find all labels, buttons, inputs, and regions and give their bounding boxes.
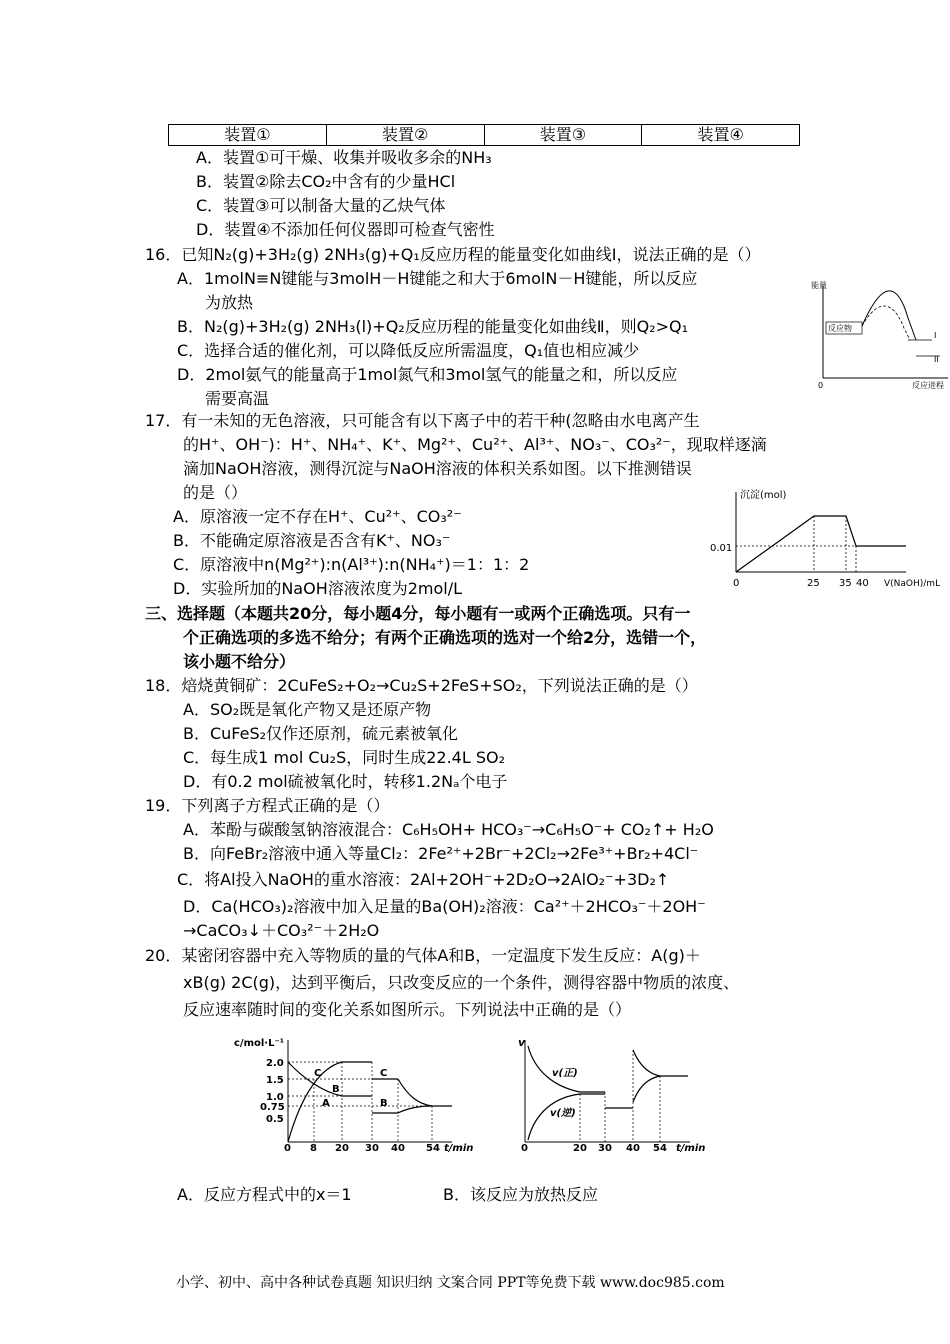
q16-option-c: C．选择合适的催化剂，可以降低反应所需温度，Q₁值也相应减少: [177, 341, 640, 360]
q17-line-2: 的H⁺、OH⁻)：H⁺、NH₄⁺、K⁺、Mg²⁺、Cu²⁺、Al³⁺、NO₃⁻、CO₃²⁻，现取样逐滴: [183, 435, 767, 454]
q18-option-a: A．SO₂既是氧化产物又是还原产物: [183, 700, 432, 719]
q17-line-3: 滴加NaOH溶液，测得沉淀与NaOH溶液的体积关系如图。以下推测错误: [183, 459, 692, 478]
energy-curve-2: II: [934, 355, 939, 364]
energy-origin: 0: [818, 381, 824, 390]
rate-reverse-label: v(逆): [550, 1108, 576, 1119]
q18-option-d: D．有0.2 mol硫被氧化时，转移1.2Nₐ个电子: [183, 772, 508, 791]
energy-curve-1: I: [934, 331, 937, 340]
q17-option-a: A．原溶液一定不存在H⁺、Cu²⁺、CO₃²⁻: [173, 507, 462, 526]
device-cell: 装置①: [169, 125, 327, 146]
q20-line-1: 20．某密闭容器中充入等物质的量的气体A和B，一定温度下发生反应：A(g)＋: [145, 946, 701, 965]
rate-x-label: t/min: [676, 1143, 706, 1154]
precipitate-chart: [706, 484, 950, 596]
concentration-x-tick: 8: [310, 1143, 317, 1154]
concentration-series-label: C: [314, 1068, 322, 1079]
concentration-series-label: B: [380, 1098, 388, 1109]
concentration-x-tick: 20: [335, 1143, 349, 1154]
section3-line-3: 该小题不给分）: [183, 652, 296, 671]
q16-option-d-cont: 需要高温: [205, 389, 270, 408]
q19-option-c: C．将Al投入NaOH的重水溶液：2Al+2OH⁻+2D₂O→2AlO₂⁻+3D₂↑: [177, 870, 670, 889]
device-cell: 装置④: [642, 125, 800, 146]
q16-stem: 16．已知N₂(g)+3H₂(g) 2NH₃(g)+Q₁反应历程的能量变化如曲线I，说法正确的是（）: [145, 245, 761, 264]
device-table: [168, 124, 800, 146]
rate-x-tick: 30: [598, 1143, 612, 1154]
concentration-series-label: A: [322, 1098, 330, 1109]
q19-stem: 19．下列离子方程式正确的是（）: [145, 796, 390, 815]
q19-option-b: B．向FeBr₂溶液中通入等量Cl₂：2Fe²⁺+2Br⁻+2Cl₂→2Fe³⁺+Br₂+4Cl⁻: [183, 844, 699, 863]
concentration-y-tick: 2.0: [266, 1058, 284, 1069]
concentration-x-tick: 40: [391, 1143, 405, 1154]
rate-x-tick: 40: [626, 1143, 640, 1154]
q15-option-d: D．装置④不添加任何仪器即可检查气密性: [196, 220, 495, 239]
rate-chart: [510, 1032, 720, 1154]
q20-line-2: xB(g) 2C(g)，达到平衡后，只改变反应的一个条件，测得容器中物质的浓度、: [183, 973, 740, 992]
concentration-x-tick: 54: [426, 1143, 440, 1154]
concentration-series-label: C: [380, 1068, 388, 1079]
q19-option-a: A．苯酚与碳酸氢钠溶液混合：C₆H₅OH+ HCO₃⁻→C₆H₅O⁻+ CO₂↑+ H₂O: [183, 820, 714, 839]
rate-x-tick: 54: [653, 1143, 667, 1154]
q16-option-b: B．N₂(g)+3H₂(g) 2NH₃(l)+Q₂反应历程的能量变化如曲线Ⅱ，则Q₂>Q₁: [177, 317, 688, 336]
precipitate-y-tick: 0.01: [710, 543, 733, 554]
precipitate-x-tick: 25: [807, 578, 820, 589]
q15-option-a: A．装置①可干燥、收集并吸收多余的NH₃: [196, 148, 492, 167]
energy-box-label: 反应物: [828, 324, 852, 333]
concentration-x-tick: 0: [284, 1143, 291, 1154]
q16-option-a: A．1molN≡N键能与3molH－H键能之和大于6molN－H键能，所以反应: [177, 269, 698, 288]
rate-x-tick: 0: [521, 1143, 528, 1154]
q17-line-1: 17．有一未知的无色溶液，只可能含有以下离子中的若干种(忽略由水电离产生: [145, 411, 700, 430]
device-cell: 装置②: [326, 125, 484, 146]
concentration-y-tick: 1.0: [266, 1092, 284, 1103]
concentration-x-tick: 30: [365, 1143, 379, 1154]
q15-option-b: B．装置②除去CO₂中含有的少量HCl: [196, 172, 456, 191]
q18-option-c: C．每生成1 mol Cu₂S，同时生成22.4L SO₂: [183, 748, 506, 767]
precipitate-x-label: V(NaOH)/mL: [884, 579, 941, 589]
rate-y-label: v: [518, 1036, 526, 1049]
concentration-chart: [232, 1032, 482, 1154]
energy-y-label: 能量: [811, 281, 827, 290]
q15-option-c: C．装置③可以制备大量的乙炔气体: [196, 196, 446, 215]
page-footer: 小学、初中、高中各种试卷真题 知识归纳 文案合同 PPT等免费下载 www.doc985.com: [176, 1275, 725, 1291]
precipitate-x-tick: 35: [839, 578, 852, 589]
precipitate-x-tick: 40: [856, 578, 869, 589]
q18-stem: 18．焙烧黄铜矿：2CuFeS₂+O₂→Cu₂S+2FeS+SO₂，下列说法正确的是（）: [145, 676, 698, 695]
q17-line-4: 的是（）: [183, 483, 248, 502]
concentration-series-label: B: [332, 1084, 340, 1095]
device-cell: 装置③: [484, 125, 642, 146]
q17-option-c: C．原溶液中n(Mg²⁺):n(Al³⁺):n(NH₄⁺)＝1：1：2: [173, 555, 530, 574]
q20-line-3: 反应速率随时间的变化关系如图所示。下列说法中正确的是（）: [183, 1000, 632, 1019]
rate-forward-label: v(正): [552, 1068, 578, 1079]
q18-option-b: B．CuFeS₂仅作还原剂，硫元素被氧化: [183, 724, 459, 743]
precipitate-y-label: 沉淀(mol): [740, 490, 787, 501]
q19-option-d-cont: →CaCO₃↓＋CO₃²⁻＋2H₂O: [183, 921, 380, 940]
section3-line-1: 三、选择题（本题共20分，每小题4分，每小题有一或两个正确选项。只有一: [145, 604, 691, 623]
concentration-y-tick: 1.5: [266, 1075, 284, 1086]
section3-line-2: 个正确选项的多选不给分；有两个正确选项的选对一个给2分，选错一个，: [183, 628, 707, 647]
q19-option-d: D．Ca(HCO₃)₂溶液中加入足量的Ba(OH)₂溶液：Ca²⁺＋2HCO₃⁻＋2OH⁻: [183, 897, 706, 916]
q17-option-d: D．实验所加的NaOH溶液浓度为2mol/L: [173, 579, 463, 598]
concentration-y-label: c/mol·L⁻¹: [234, 1038, 285, 1049]
energy-diagram: [808, 278, 950, 390]
q20-option-a: A．反应方程式中的x＝1: [177, 1185, 352, 1204]
precipitate-x-tick: 0: [733, 578, 740, 589]
concentration-y-tick: 0.75: [260, 1102, 285, 1113]
q17-option-b: B．不能确定原溶液是否含有K⁺、NO₃⁻: [173, 531, 451, 550]
energy-x-label: 反应进程: [912, 381, 944, 390]
q16-option-a-cont: 为放热: [205, 293, 254, 312]
q16-option-d: D．2mol氨气的能量高于1mol氮气和3mol氢气的能量之和，所以反应: [177, 365, 678, 384]
concentration-y-tick: 0.5: [266, 1114, 284, 1125]
concentration-x-label: t/min: [444, 1143, 474, 1154]
q20-option-b: B．该反应为放热反应: [443, 1185, 598, 1204]
rate-x-tick: 20: [573, 1143, 587, 1154]
